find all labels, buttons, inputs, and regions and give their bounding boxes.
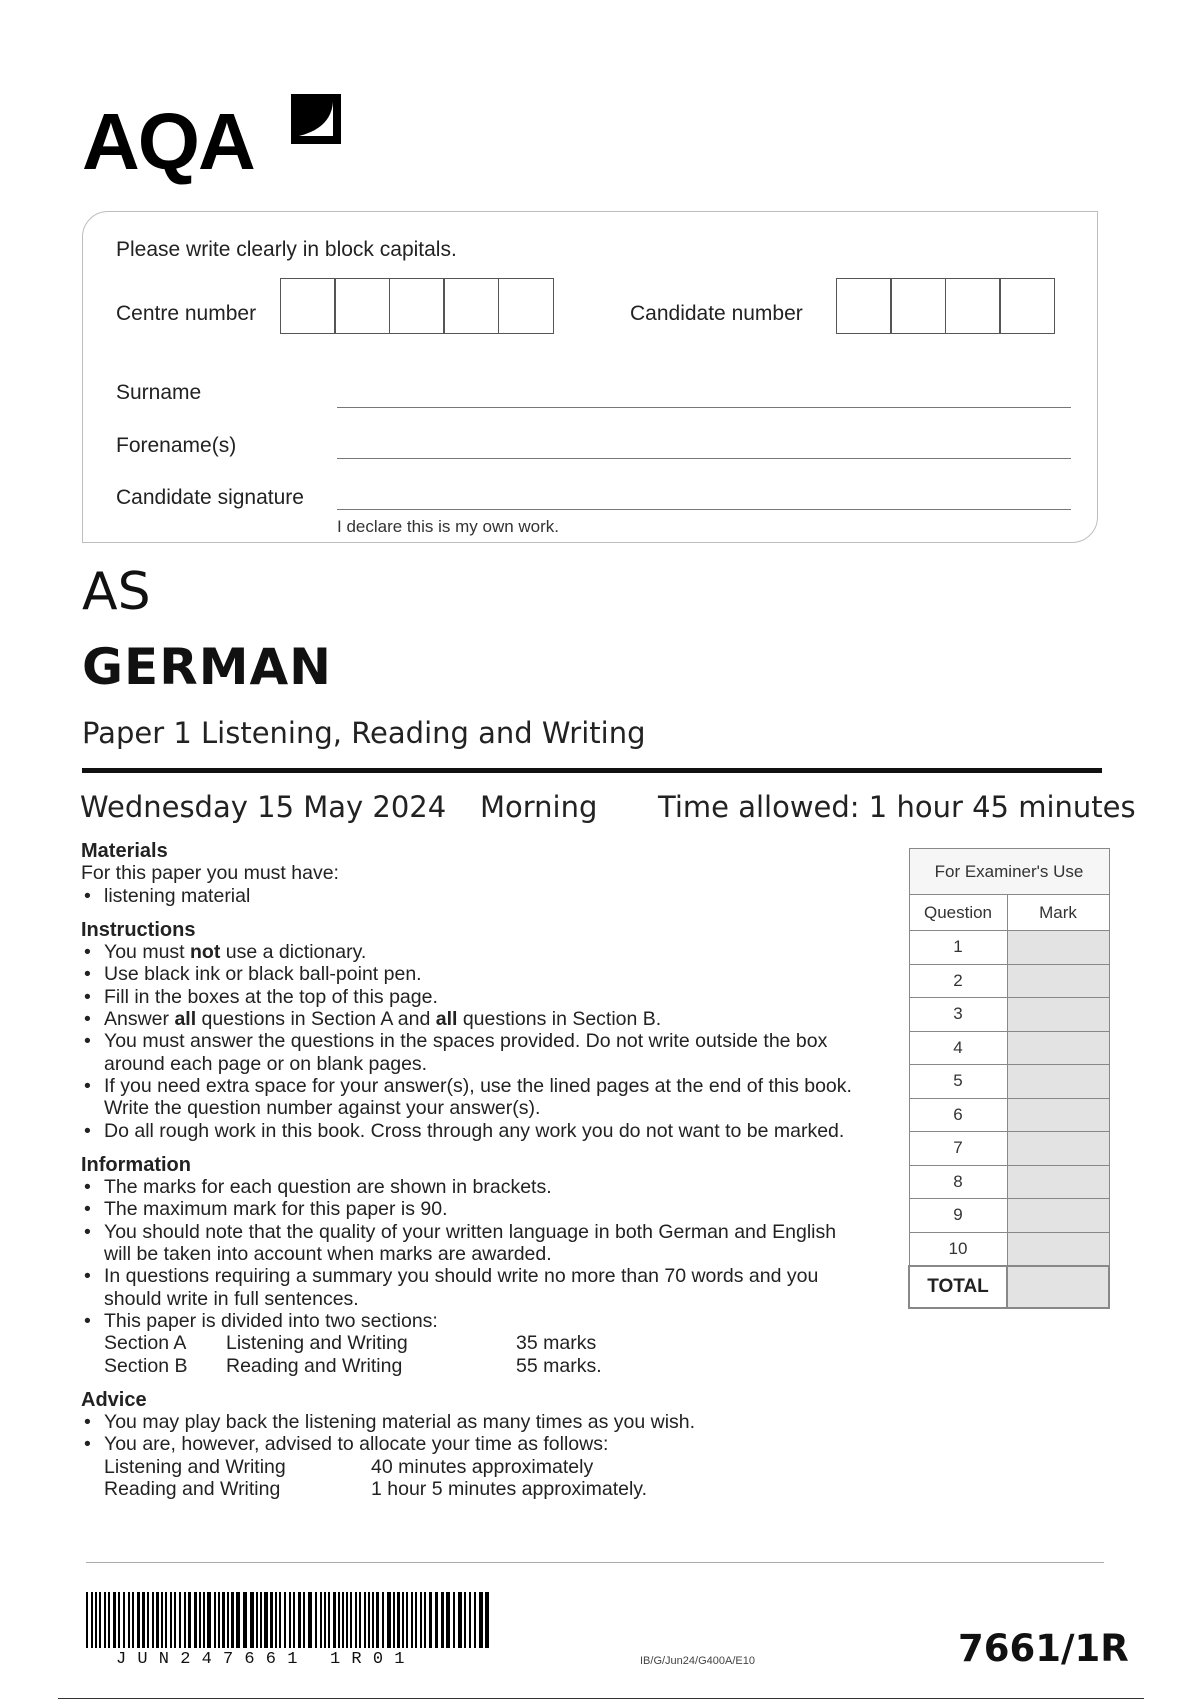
centre-number-label: Centre number — [116, 302, 257, 325]
instruction-item: • Do all rough work in this book. Cross through any work you do not want to be marked. — [81, 1120, 861, 1142]
table-row — [909, 1132, 1109, 1166]
aqa-logo — [82, 90, 352, 185]
mark-cell — [1007, 1031, 1109, 1065]
title-divider — [82, 768, 1102, 773]
forenames-line[interactable] — [337, 458, 1071, 459]
forenames-label: Forename(s) — [116, 434, 237, 457]
table-row — [909, 1031, 1109, 1065]
section-desc: Reading and Writing — [226, 1354, 403, 1377]
centre-number-box[interactable] — [334, 278, 390, 334]
materials-section — [81, 840, 861, 907]
instruction-item: • You must answer the questions in the spaces provided. Do not write outside the box around each page or on blank pages. — [81, 1030, 861, 1075]
materials-heading: Materials — [81, 840, 168, 862]
advice-item: • You may play back the listening material as many times as you wish. — [81, 1411, 861, 1433]
advice-heading: Advice — [81, 1388, 147, 1411]
centre-number-box[interactable] — [280, 278, 336, 334]
declaration-text: I declare this is my own work. — [337, 517, 560, 536]
section-marks: 35 marks — [516, 1332, 597, 1355]
timing-part: Listening and Writing — [104, 1455, 286, 1478]
question-number: 6 — [909, 1098, 1007, 1132]
advice-item: • You are, however, advised to allocate your time as follows: — [81, 1433, 861, 1455]
barcode-number: JUN247661 1R01 — [116, 1650, 416, 1669]
sections-table — [81, 1332, 861, 1377]
candidate-number-box[interactable] — [836, 278, 892, 334]
table-row — [909, 1165, 1109, 1199]
centre-number-box[interactable] — [498, 278, 554, 334]
question-column-header: Question — [909, 895, 1007, 931]
mark-cell — [1007, 1165, 1109, 1199]
materials-list — [81, 885, 861, 907]
subject-title: GERMAN — [82, 638, 332, 696]
information-section — [81, 1154, 861, 1377]
candidate-number-box[interactable] — [945, 278, 1001, 334]
question-number: 3 — [909, 998, 1007, 1032]
section-name: Section A — [104, 1332, 187, 1355]
total-label: TOTAL — [909, 1266, 1007, 1308]
instructions-heading: Instructions — [81, 918, 196, 941]
table-row — [909, 964, 1109, 998]
logo-text: AQA — [82, 97, 254, 186]
surname-line[interactable] — [337, 407, 1071, 408]
exam-session: Morning — [480, 790, 598, 824]
timing-table — [81, 1456, 861, 1501]
instruction-item: • Use black ink or black ball-point pen. — [81, 963, 861, 985]
footer-divider — [86, 1562, 1104, 1563]
mark-cell — [1007, 1232, 1109, 1266]
question-number: 5 — [909, 1065, 1007, 1099]
instructions-list — [81, 941, 861, 1142]
candidate-number-box[interactable] — [890, 278, 946, 334]
candidate-details-box — [82, 211, 1098, 543]
timing-part: Reading and Writing — [104, 1478, 281, 1501]
instruction-item: • Fill in the boxes at the top of this page. — [81, 986, 861, 1008]
examiner-use-table — [908, 848, 1110, 1309]
time-allowed: Time allowed: 1 hour 45 minutes — [658, 790, 1136, 824]
information-heading: Information — [81, 1153, 191, 1176]
question-number: 4 — [909, 1031, 1007, 1065]
mark-cell — [1007, 1098, 1109, 1132]
mark-cell — [1007, 1199, 1109, 1233]
instructions-section — [81, 919, 861, 1142]
materials-intro: For this paper you must have: — [81, 862, 339, 885]
information-list — [81, 1176, 861, 1332]
mark-cell — [1007, 998, 1109, 1032]
qualification-level: AS — [82, 562, 151, 622]
section-desc: Listening and Writing — [226, 1332, 408, 1355]
candidate-number-label: Candidate number — [630, 302, 803, 325]
question-number: 7 — [909, 1132, 1007, 1166]
question-number: 10 — [909, 1232, 1007, 1266]
paper-code: 7661/1R — [958, 1627, 1129, 1670]
centre-number-boxes — [281, 278, 554, 334]
timing-time: 40 minutes approximately — [371, 1455, 594, 1478]
mark-column-header: Mark — [1007, 895, 1109, 931]
information-item: • The marks for each question are shown in brackets. — [81, 1176, 861, 1198]
paper-title: Paper 1 Listening, Reading and Writing — [82, 716, 646, 750]
table-row — [909, 1065, 1109, 1099]
exam-instructions-body — [81, 840, 861, 1512]
total-mark-cell — [1007, 1266, 1109, 1308]
question-number: 2 — [909, 964, 1007, 998]
candidate-number-boxes — [837, 278, 1055, 334]
document-reference: IB/G/Jun24/G400A/E10 — [640, 1655, 755, 1667]
total-row — [909, 1266, 1109, 1308]
exam-date: Wednesday 15 May 2024 — [80, 790, 447, 824]
information-item: • The maximum mark for this paper is 90. — [81, 1198, 861, 1220]
surname-label: Surname — [116, 381, 202, 404]
table-row — [909, 1232, 1109, 1266]
mark-cell — [1007, 1065, 1109, 1099]
information-item: • You should note that the quality of your written language in both German and English will be taken into account when marks are awarded. — [81, 1221, 861, 1266]
table-row — [909, 1199, 1109, 1233]
signature-label: Candidate signature — [116, 486, 304, 509]
information-item: • This paper is divided into two sections: — [81, 1310, 861, 1332]
mark-cell — [1007, 931, 1109, 965]
centre-number-box[interactable] — [443, 278, 499, 334]
section-name: Section B — [104, 1354, 188, 1377]
instruction-item: • If you need extra space for your answer(s), use the lined pages at the end of this book. Write the question number against your answer(s). — [81, 1075, 861, 1120]
question-number: 8 — [909, 1165, 1007, 1199]
mark-cell — [1007, 1132, 1109, 1166]
table-row — [909, 998, 1109, 1032]
examiner-use-title: For Examiner's Use — [909, 849, 1109, 895]
instruction-item: • You must not use a dictionary. — [81, 941, 861, 963]
instruction-item: • Answer all questions in Section A and all questions in Section B. — [81, 1008, 861, 1030]
signature-line[interactable] — [337, 509, 1071, 510]
bottom-border — [58, 1698, 1144, 1699]
centre-number-box[interactable] — [389, 278, 445, 334]
barcode-icon — [86, 1592, 496, 1648]
question-number: 1 — [909, 931, 1007, 965]
table-row — [909, 1098, 1109, 1132]
information-item: • In questions requiring a summary you should write no more than 70 words and you should write in full sentences. — [81, 1265, 861, 1310]
table-row — [909, 931, 1109, 965]
candidate-number-box[interactable] — [999, 278, 1055, 334]
advice-section — [81, 1389, 861, 1500]
materials-item: • listening material — [81, 885, 861, 907]
aqa-logo-mark-icon — [287, 90, 345, 148]
question-number: 9 — [909, 1199, 1007, 1233]
section-marks: 55 marks. — [516, 1354, 602, 1377]
timing-time: 1 hour 5 minutes approximately. — [371, 1478, 648, 1501]
mark-cell — [1007, 964, 1109, 998]
block-capitals-instruction: Please write clearly in block capitals. — [116, 238, 457, 261]
advice-list — [81, 1411, 861, 1456]
